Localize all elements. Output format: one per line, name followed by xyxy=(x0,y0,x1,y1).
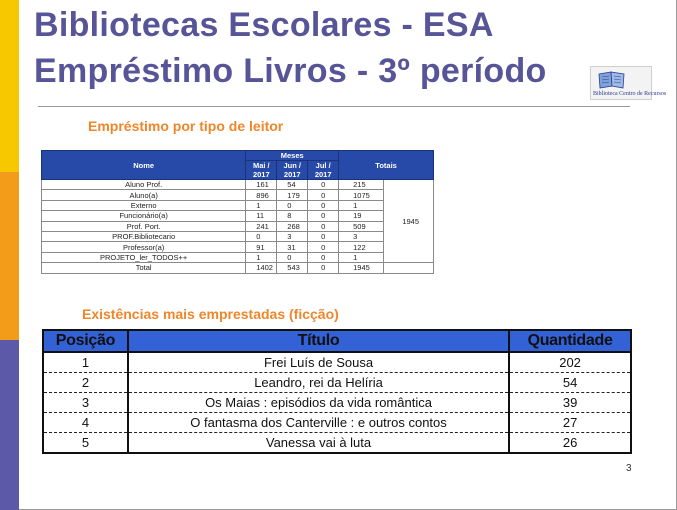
library-logo xyxy=(590,66,667,100)
cell-jul: 0 xyxy=(308,221,339,231)
cell-jun: 0 xyxy=(277,200,308,210)
accent-strip-yellow xyxy=(0,0,19,172)
cell-nome: Total xyxy=(42,263,246,273)
cell-jun: 8 xyxy=(277,211,308,221)
cell-jun: 54 xyxy=(277,180,308,190)
table-total-row xyxy=(42,263,434,273)
cell-posicao: 4 xyxy=(43,413,128,433)
table-row xyxy=(42,231,434,241)
cell-jul: 0 xyxy=(308,242,339,252)
cell-posicao: 2 xyxy=(43,372,128,392)
top-fiction-table xyxy=(42,329,632,454)
cell-mai: 11 xyxy=(246,211,277,221)
cell-empty xyxy=(384,263,434,273)
cell-mai: 1 xyxy=(246,252,277,262)
cell-total: 509 xyxy=(339,221,384,231)
cell-total: 215 xyxy=(339,180,384,190)
table-row xyxy=(42,180,434,190)
cell-total: 122 xyxy=(339,242,384,252)
cell-nome: PROJETO_ler_TODOS++ xyxy=(42,252,246,262)
table-row xyxy=(42,211,434,221)
cell-total: 1945 xyxy=(339,263,384,273)
cell-total: 1 xyxy=(339,252,384,262)
cell-titulo: Os Maias : episódios da vida romântica xyxy=(128,392,509,412)
cell-mai: 1402 xyxy=(246,263,277,273)
cell-jun: 179 xyxy=(277,190,308,200)
cell-mai: 161 xyxy=(246,180,277,190)
cell-nome: Aluno Prof. xyxy=(42,180,246,190)
cell-grand-total: 1945 xyxy=(384,180,434,263)
title-divider xyxy=(38,106,630,107)
table-row xyxy=(42,252,434,262)
table-row xyxy=(43,352,631,372)
col-header-month: Jul / 2017 xyxy=(308,161,339,180)
table-row xyxy=(43,372,631,392)
cell-jul: 0 xyxy=(308,263,339,273)
cell-nome: Funcionário(a) xyxy=(42,211,246,221)
col-header-month: Mai / 2017 xyxy=(246,161,277,180)
cell-titulo: Leandro, rei da Helíria xyxy=(128,372,509,392)
loans-by-reader-table xyxy=(41,150,434,274)
table-row xyxy=(43,413,631,433)
cell-titulo: Vanessa vai à luta xyxy=(128,433,509,453)
cell-total: 3 xyxy=(339,231,384,241)
table-row xyxy=(42,221,434,231)
cell-posicao: 3 xyxy=(43,392,128,412)
slide-title-line2: Empréstimo Livros - 3º período xyxy=(34,52,547,90)
cell-mai: 0 xyxy=(246,231,277,241)
col-header-titulo: Título xyxy=(128,330,509,352)
cell-total: 1 xyxy=(339,200,384,210)
accent-strip-purple xyxy=(0,340,19,510)
cell-jul: 0 xyxy=(308,211,339,221)
cell-total: 1075 xyxy=(339,190,384,200)
cell-posicao: 5 xyxy=(43,433,128,453)
slide-title-line1: Bibliotecas Escolares - ESA xyxy=(34,6,494,44)
table-row xyxy=(42,190,434,200)
cell-jul: 0 xyxy=(308,200,339,210)
cell-nome: PROF.Bibliotecario xyxy=(42,231,246,241)
cell-jun: 31 xyxy=(277,242,308,252)
cell-nome: Aluno(a) xyxy=(42,190,246,200)
cell-jul: 0 xyxy=(308,231,339,241)
table-row xyxy=(42,242,434,252)
cell-jun: 3 xyxy=(277,231,308,241)
cell-mai: 896 xyxy=(246,190,277,200)
table-row xyxy=(43,392,631,412)
accent-strip-orange xyxy=(0,172,19,340)
col-header-totais: Totais xyxy=(339,151,434,180)
page-number: 3 xyxy=(626,463,632,474)
cell-quantidade: 26 xyxy=(509,433,631,453)
col-header-nome: Nome xyxy=(42,151,246,180)
cell-quantidade: 39 xyxy=(509,392,631,412)
cell-mai: 1 xyxy=(246,200,277,210)
cell-mai: 91 xyxy=(246,242,277,252)
cell-jul: 0 xyxy=(308,252,339,262)
cell-quantidade: 54 xyxy=(509,372,631,392)
col-header-meses: Meses xyxy=(246,151,339,161)
cell-jul: 0 xyxy=(308,180,339,190)
cell-mai: 241 xyxy=(246,221,277,231)
cell-nome: Professor(a) xyxy=(42,242,246,252)
cell-nome: Prof. Port. xyxy=(42,221,246,231)
cell-titulo: Frei Luís de Sousa xyxy=(128,352,509,372)
cell-posicao: 1 xyxy=(43,352,128,372)
cell-jun: 268 xyxy=(277,221,308,231)
cell-total: 19 xyxy=(339,211,384,221)
col-header-month: Jun / 2017 xyxy=(277,161,308,180)
section-heading-leitor: Empréstimo por tipo de leitor xyxy=(88,118,284,134)
col-header-quantidade: Quantidade xyxy=(509,330,631,352)
book-icon xyxy=(597,70,627,90)
table-row xyxy=(43,433,631,453)
cell-jul: 0 xyxy=(308,190,339,200)
logo-caption: Biblioteca Centro de Recursos xyxy=(593,91,667,97)
col-header-posicao: Posição xyxy=(43,330,128,352)
cell-quantidade: 27 xyxy=(509,413,631,433)
cell-titulo: O fantasma dos Canterville : e outros contos xyxy=(128,413,509,433)
section-heading-ficcao: Existências mais emprestadas (ficção) xyxy=(82,306,339,322)
cell-quantidade: 202 xyxy=(509,352,631,372)
table-row xyxy=(42,200,434,210)
cell-jun: 0 xyxy=(277,252,308,262)
cell-jun: 543 xyxy=(277,263,308,273)
cell-nome: Externo xyxy=(42,200,246,210)
